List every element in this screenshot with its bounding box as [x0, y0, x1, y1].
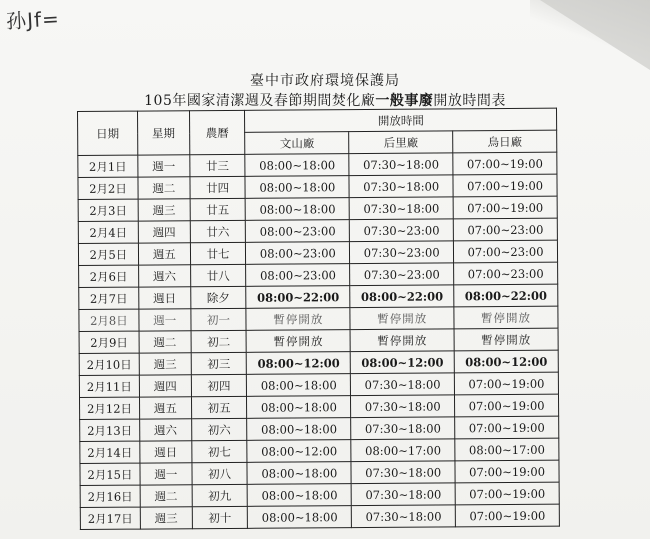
time-houli-cell: 07:30~18:00: [352, 505, 456, 528]
time-wenshan-cell: 暫停開放: [246, 308, 350, 331]
time-wuri-cell: 07:00~19:00: [453, 174, 557, 197]
weekday-cell: 週日: [140, 441, 192, 463]
time-wuri-cell: 07:00~23:00: [454, 262, 558, 285]
date-cell: 2月4日: [78, 221, 138, 243]
time-wuri-cell: 07:00~19:00: [454, 372, 558, 395]
time-houli-cell: 暫停開放: [350, 329, 454, 352]
time-wenshan-cell: 08:00~18:00: [245, 154, 349, 177]
time-wenshan-cell: 08:00~18:00: [248, 506, 352, 529]
lunar-cell: 初八: [192, 462, 248, 484]
lunar-cell: 初十: [192, 506, 248, 528]
date-cell: 2月12日: [80, 397, 140, 419]
date-cell: 2月1日: [78, 155, 138, 177]
time-wenshan-cell: 暫停開放: [246, 330, 350, 353]
schedule-table: [77, 108, 560, 530]
time-wenshan-cell: 08:00~18:00: [247, 462, 351, 485]
date-cell: 2月3日: [78, 199, 138, 221]
time-houli-cell: 08:00~12:00: [350, 351, 454, 374]
table-row: [80, 504, 559, 529]
date-cell: 2月6日: [79, 265, 139, 287]
time-wenshan-cell: 08:00~23:00: [246, 264, 350, 287]
time-wenshan-cell: 08:00~18:00: [247, 418, 351, 441]
lunar-cell: 廿五: [190, 198, 246, 220]
folded-corner: [540, 0, 650, 70]
lunar-cell: 初五: [191, 396, 247, 418]
time-wenshan-cell: 08:00~12:00: [247, 440, 351, 463]
time-wenshan-cell: 08:00~23:00: [246, 220, 350, 243]
time-houli-cell: 暫停開放: [350, 307, 454, 330]
time-wuri-cell: 暫停開放: [454, 306, 558, 329]
date-cell: 2月7日: [79, 287, 139, 309]
lunar-cell: 初二: [191, 330, 247, 352]
header-lunar: 農曆: [189, 110, 245, 154]
weekday-cell: 週六: [140, 419, 192, 441]
date-cell: 2月16日: [80, 485, 140, 507]
date-cell: 2月9日: [79, 331, 139, 353]
time-houli-cell: 07:30~23:00: [350, 241, 454, 264]
time-wenshan-cell: 08:00~22:00: [246, 286, 350, 309]
time-wuri-cell: 07:00~23:00: [453, 218, 557, 241]
weekday-cell: 週三: [140, 507, 192, 529]
time-wuri-cell: 07:00~19:00: [455, 504, 559, 527]
weekday-cell: 週二: [140, 485, 192, 507]
time-wenshan-cell: 08:00~12:00: [247, 352, 351, 375]
time-houli-cell: 07:30~23:00: [350, 219, 454, 242]
lunar-cell: 廿八: [190, 264, 246, 286]
header-plant-wenshan: 文山廠: [245, 132, 349, 155]
time-houli-cell: 07:30~18:00: [351, 461, 455, 484]
lunar-cell: 初三: [191, 352, 247, 374]
time-wenshan-cell: 08:00~18:00: [247, 396, 351, 419]
subtitle-part-b: 開放時間表: [433, 93, 506, 109]
header-weekday: 星期: [137, 111, 189, 155]
weekday-cell: 週二: [138, 177, 190, 199]
time-wuri-cell: 07:00~23:00: [454, 240, 558, 263]
header-plant-wuri: 烏日廠: [453, 130, 557, 153]
date-cell: 2月11日: [79, 375, 139, 397]
date-cell: 2月13日: [80, 419, 140, 441]
lunar-cell: 初六: [191, 418, 247, 440]
lunar-cell: 初七: [191, 440, 247, 462]
weekday-cell: 週一: [140, 463, 192, 485]
weekday-cell: 週五: [139, 397, 191, 419]
time-wenshan-cell: 08:00~23:00: [246, 242, 350, 265]
time-wuri-cell: 07:00~19:00: [455, 482, 559, 505]
weekday-cell: 週六: [138, 265, 190, 287]
date-cell: 2月14日: [80, 441, 140, 463]
subtitle-part-a: 105年國家清潔週及春節期間焚化廠: [144, 93, 376, 109]
lunar-cell: 初一: [191, 308, 247, 330]
document-title: 臺中市政府環境保護局: [250, 73, 400, 89]
time-houli-cell: 08:00~17:00: [351, 439, 455, 462]
weekday-cell: 週二: [139, 331, 191, 353]
schedule-rows: [78, 152, 560, 529]
time-wenshan-cell: 08:00~18:00: [248, 484, 352, 507]
weekday-cell: 週四: [139, 375, 191, 397]
date-cell: 2月17日: [80, 507, 140, 529]
header-date: 日期: [78, 111, 138, 155]
weekday-cell: 週一: [138, 155, 190, 177]
time-wuri-cell: 暫停開放: [454, 328, 558, 351]
date-cell: 2月2日: [78, 177, 138, 199]
lunar-cell: 廿四: [190, 176, 246, 198]
lunar-cell: 初四: [191, 374, 247, 396]
date-cell: 2月8日: [79, 309, 139, 331]
header-plant-houli: 后里廠: [349, 131, 453, 154]
lunar-cell: 除夕: [190, 286, 246, 308]
lunar-cell: 初九: [192, 484, 248, 506]
time-houli-cell: 07:30~18:00: [351, 417, 455, 440]
subtitle-bold-part: 一般事廢: [375, 93, 434, 109]
lunar-cell: 廿三: [189, 154, 245, 176]
time-houli-cell: 07:30~18:00: [351, 373, 455, 396]
handwritten-note: 孙Jf=: [5, 6, 61, 34]
time-houli-cell: 07:30~18:00: [351, 395, 455, 418]
weekday-cell: 週三: [138, 199, 190, 221]
lunar-cell: 廿六: [190, 220, 246, 242]
weekday-cell: 週日: [139, 287, 191, 309]
weekday-cell: 週三: [139, 353, 191, 375]
time-houli-cell: 07:30~23:00: [350, 263, 454, 286]
time-houli-cell: 07:30~18:00: [349, 197, 453, 220]
time-wuri-cell: 08:00~12:00: [454, 350, 558, 373]
weekday-cell: 週五: [138, 243, 190, 265]
lunar-cell: 廿七: [190, 242, 246, 264]
header-open-time: 開放時間: [245, 108, 557, 132]
time-wuri-cell: 07:00~19:00: [453, 152, 557, 175]
time-wenshan-cell: 08:00~18:00: [247, 374, 351, 397]
time-wuri-cell: 07:00~19:00: [455, 416, 559, 439]
date-cell: 2月15日: [80, 463, 140, 485]
date-cell: 2月10日: [79, 353, 139, 375]
time-wuri-cell: 07:00~19:00: [455, 460, 559, 483]
time-wenshan-cell: 08:00~18:00: [245, 176, 349, 199]
time-wuri-cell: 07:00~19:00: [455, 394, 559, 417]
time-wuri-cell: 07:00~19:00: [453, 196, 557, 219]
time-houli-cell: 07:30~18:00: [349, 175, 453, 198]
time-wuri-cell: 08:00~22:00: [454, 284, 558, 307]
time-houli-cell: 07:30~18:00: [351, 483, 455, 506]
weekday-cell: 週一: [139, 309, 191, 331]
time-houli-cell: 07:30~18:00: [349, 153, 453, 176]
time-wenshan-cell: 08:00~18:00: [246, 198, 350, 221]
time-houli-cell: 08:00~22:00: [350, 285, 454, 308]
weekday-cell: 週四: [138, 221, 190, 243]
date-cell: 2月5日: [78, 243, 138, 265]
time-wuri-cell: 08:00~17:00: [455, 438, 559, 461]
